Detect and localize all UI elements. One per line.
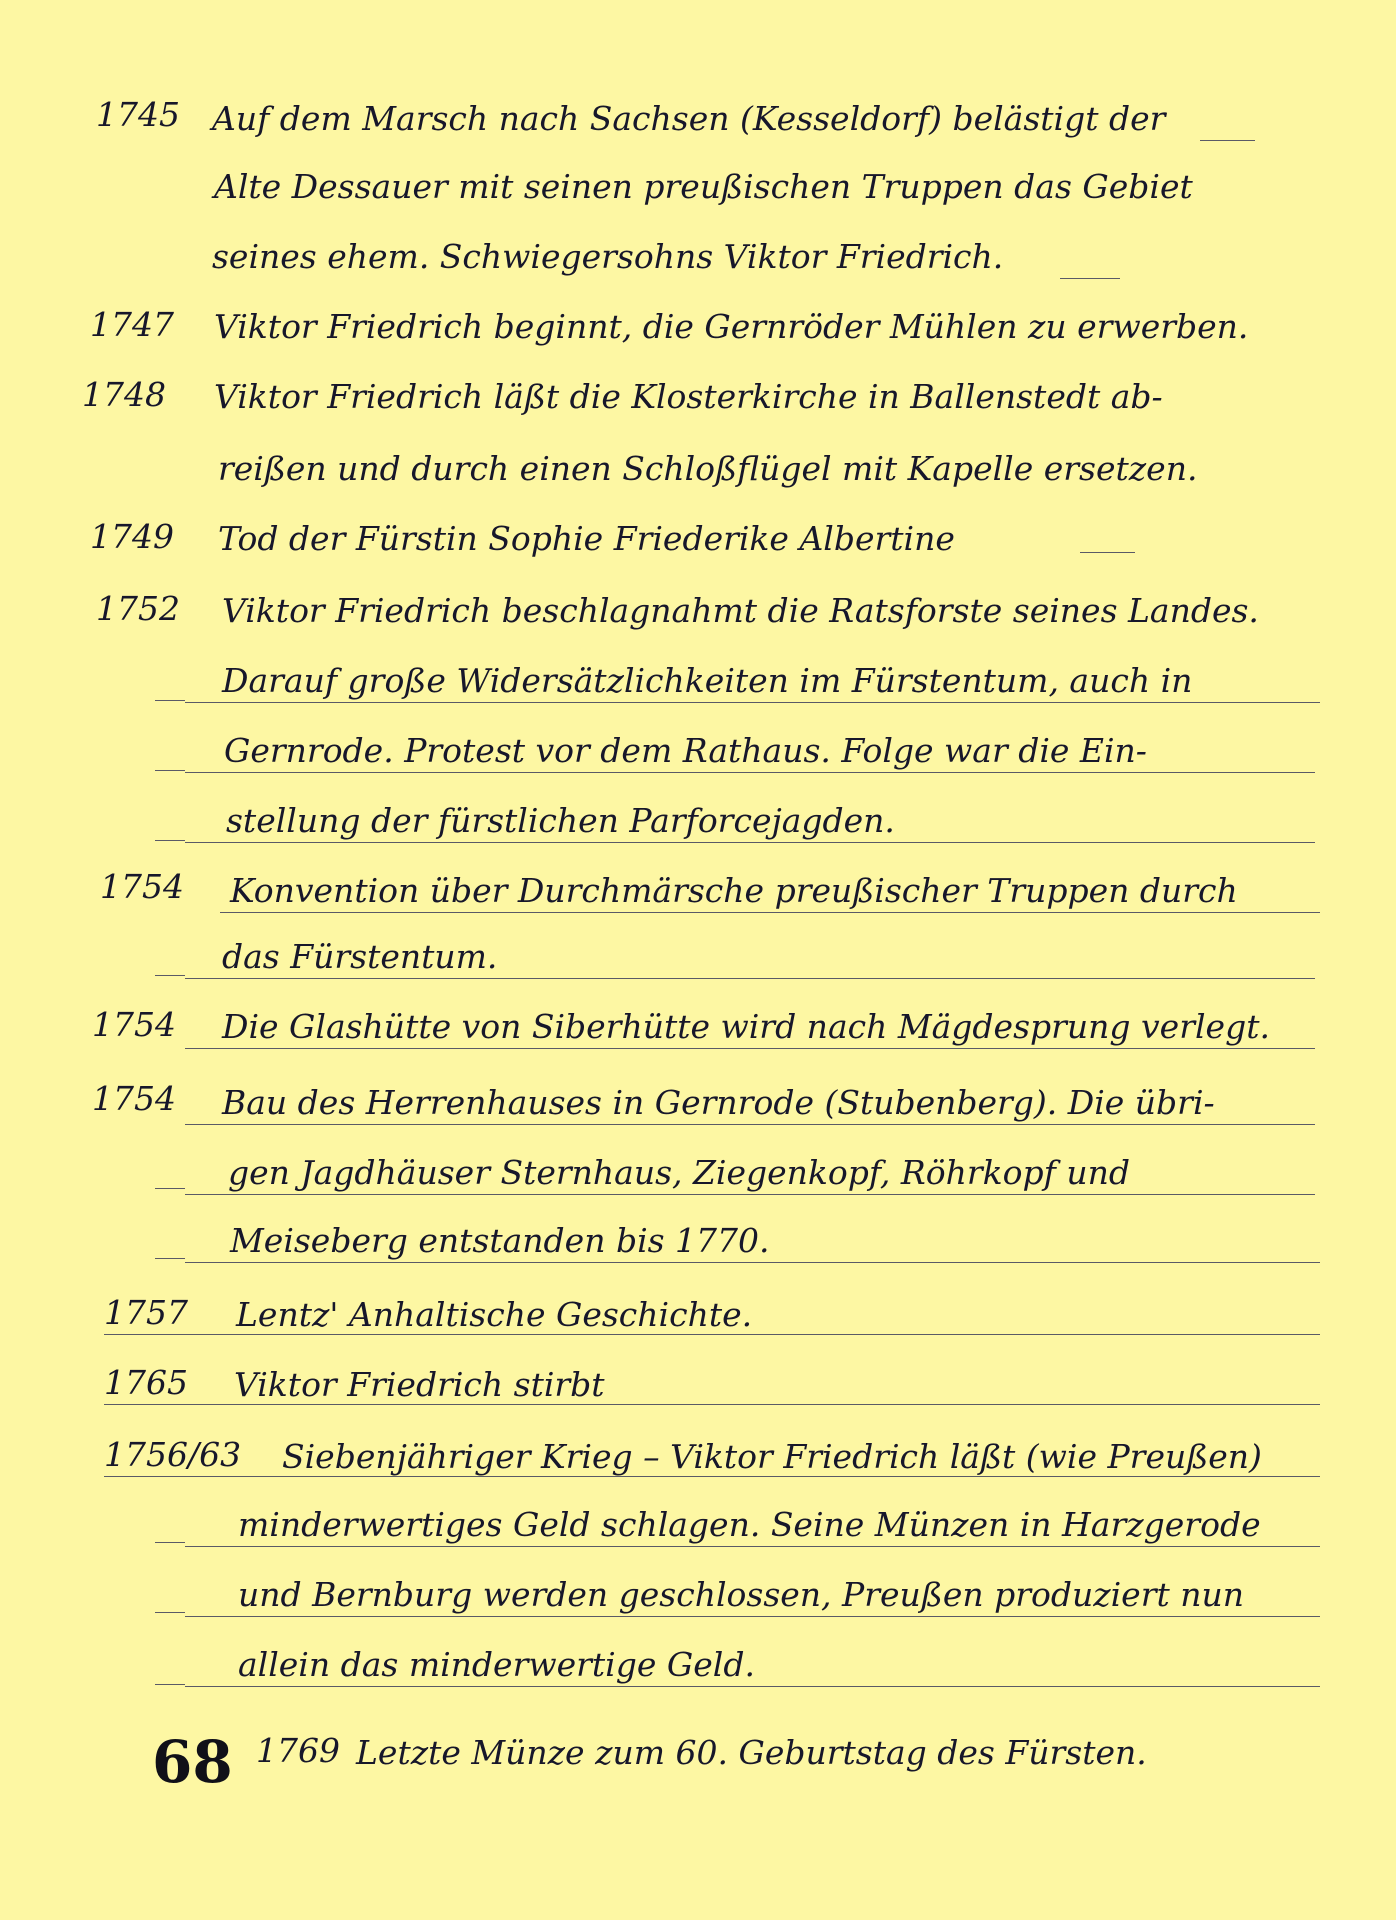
entry-year: 1752 xyxy=(96,589,180,628)
entry-year: 1749 xyxy=(90,517,174,556)
ruled-line xyxy=(185,1616,1320,1617)
entry-year: 1745 xyxy=(96,95,180,134)
entry-year: 1754 xyxy=(100,867,184,906)
entry-year: 1756/63 xyxy=(104,1435,242,1474)
entry-line: und Bernburg werden geschlossen, Preußen produziert nun xyxy=(238,1575,1245,1614)
entry-year: 1757 xyxy=(104,1293,188,1332)
entry-year: 1747 xyxy=(90,305,174,344)
ruled-line xyxy=(185,1124,1315,1125)
entry-line: das Fürstentum. xyxy=(222,937,498,976)
entry-line: Darauf große Widersätzlichkeiten im Fürstentum, auch in xyxy=(222,661,1193,700)
entry-line: Viktor Friedrich beschlagnahmt die Ratsforste seines Landes. xyxy=(222,591,1259,630)
ruled-line xyxy=(185,1262,1320,1263)
entry-line: Letzte Münze zum 60. Geburtstag des Fürsten. xyxy=(356,1733,1147,1772)
ruled-line xyxy=(185,1048,1315,1049)
entry-line: reißen und durch einen Schloßflügel mit Kapelle ersetzen. xyxy=(218,449,1198,488)
ruled-line xyxy=(1060,278,1120,279)
entry-line: Lentz' Anhaltische Geschichte. xyxy=(236,1295,753,1334)
entry-line: Konvention über Durchmärsche preußischer Truppen durch xyxy=(230,871,1238,910)
entry-line: Siebenjähriger Krieg – Viktor Friedrich läßt (wie Preußen) xyxy=(282,1437,1262,1476)
ruled-line xyxy=(220,912,1320,913)
ruled-line xyxy=(1200,140,1255,141)
ruled-line xyxy=(185,1194,1315,1195)
page-number: 68 xyxy=(152,1728,233,1796)
margin-dash xyxy=(155,1684,185,1685)
margin-dash xyxy=(155,1188,185,1189)
entry-line: allein das minderwertige Geld. xyxy=(238,1645,755,1684)
ruled-line xyxy=(1080,552,1135,553)
margin-dash xyxy=(155,1258,185,1259)
entry-year: 1754 xyxy=(92,1005,176,1044)
entry-line: seines ehem. Schwiegersohns Viktor Friedrich. xyxy=(212,237,1004,276)
entry-line: Bau des Herrenhauses in Gernrode (Stubenberg). Die übri- xyxy=(222,1083,1215,1122)
ruled-line xyxy=(185,1546,1320,1547)
ruled-line xyxy=(104,1334,1320,1335)
entry-line: minderwertiges Geld schlagen. Seine Münzen in Harzgerode xyxy=(238,1505,1261,1544)
entry-year: 1769 xyxy=(256,1731,340,1770)
entry-year: 1765 xyxy=(104,1363,188,1402)
entry-year: 1748 xyxy=(82,375,166,414)
margin-dash xyxy=(155,770,185,771)
ruled-line xyxy=(185,772,1315,773)
margin-dash xyxy=(155,700,185,701)
entry-year: 1754 xyxy=(92,1079,176,1118)
ruled-line xyxy=(104,1476,1320,1477)
margin-dash xyxy=(155,1542,185,1543)
entry-line: Meiseberg entstanden bis 1770. xyxy=(230,1221,770,1260)
margin-dash xyxy=(155,975,185,976)
ruled-line xyxy=(104,1404,1320,1405)
entry-line: Die Glashütte von Siberhütte wird nach Mägdesprung verlegt. xyxy=(222,1007,1270,1046)
entry-line: gen Jagdhäuser Sternhaus, Ziegenkopf, Röhrkopf und xyxy=(228,1153,1130,1192)
entry-line: Viktor Friedrich beginnt, die Gernröder Mühlen zu erwerben. xyxy=(214,307,1249,346)
entry-line: stellung der fürstlichen Parforcejagden. xyxy=(226,801,895,840)
ruled-line xyxy=(185,1686,1320,1687)
entry-line: Viktor Friedrich läßt die Klosterkirche in Ballenstedt ab- xyxy=(214,377,1163,416)
entry-line: Viktor Friedrich stirbt xyxy=(234,1365,605,1404)
entry-line: Gernrode. Protest vor dem Rathaus. Folge war die Ein- xyxy=(224,731,1147,770)
entry-line: Alte Dessauer mit seinen preußischen Truppen das Gebiet xyxy=(214,167,1193,206)
margin-dash xyxy=(155,1612,185,1613)
ruled-line xyxy=(185,978,1315,979)
entry-line: Auf dem Marsch nach Sachsen (Kesseldorf) belästigt der xyxy=(212,99,1166,138)
margin-dash xyxy=(155,840,185,841)
ruled-line xyxy=(185,842,1315,843)
ruled-line xyxy=(185,702,1320,703)
entry-line: Tod der Fürstin Sophie Friederike Albertine xyxy=(218,519,955,558)
